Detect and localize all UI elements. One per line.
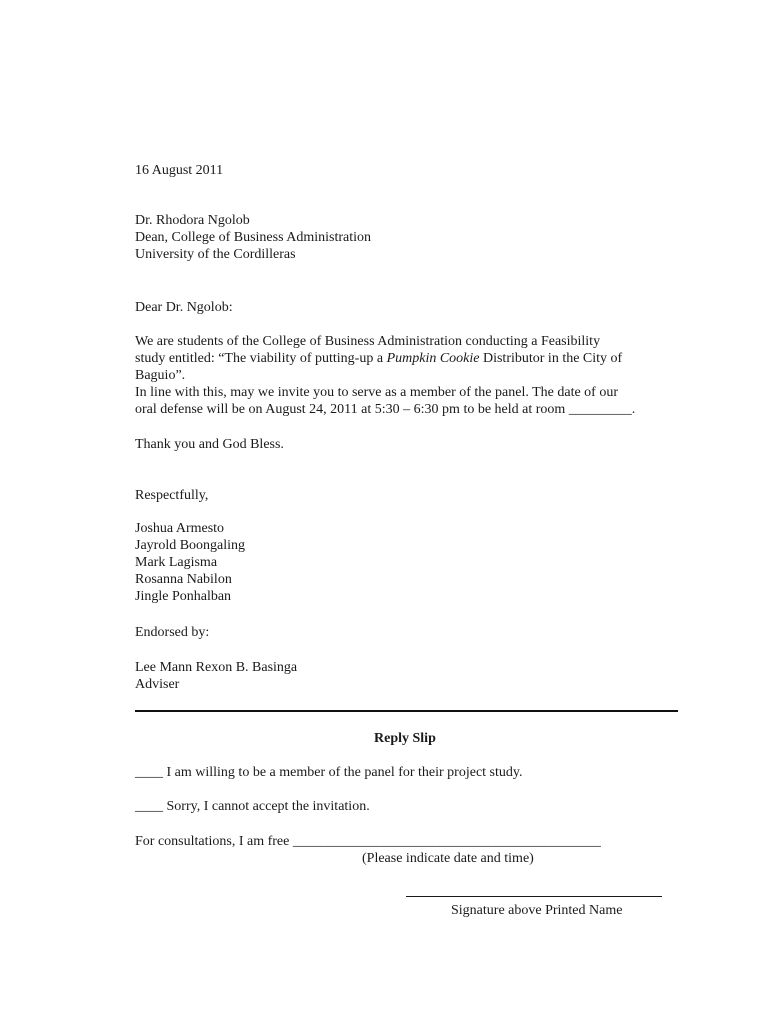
recipient-block: [135, 212, 371, 263]
endorsed-label: Endorsed by:: [135, 625, 210, 640]
signatory: Jayrold Boongaling: [135, 538, 246, 553]
closing: Respectfully,: [135, 488, 209, 503]
body-line-4: In line with this, may we invite you to serve as a member of the panel. The date of our: [135, 385, 618, 400]
signature-line: [406, 896, 662, 897]
signatories-list: [135, 520, 245, 605]
signatory: Mark Lagisma: [135, 555, 218, 570]
body-line-5: oral defense will be on August 24, 2011 at 5:30 – 6:30 pm to be held at room _________.: [135, 402, 636, 417]
signatory: Rosanna Nabilon: [135, 572, 232, 587]
signatory: Joshua Armesto: [135, 521, 225, 536]
thanks-line: Thank you and God Bless.: [135, 437, 284, 452]
adviser-name: Lee Mann Rexon B. Basinga: [135, 660, 298, 675]
study-product: Pumpkin Cookie: [386, 351, 480, 366]
recipient-position: Dean, College of Business Administration: [135, 230, 372, 245]
letter-date: 16 August 2011: [135, 163, 224, 178]
reply-option-decline: ____ Sorry, I cannot accept the invitation.: [135, 799, 370, 814]
consultation-line: For consultations, I am free ____________________________________________: [135, 834, 601, 849]
adviser-block: [135, 659, 297, 693]
body-line-3: Baguio”.: [135, 368, 186, 383]
letter-body: [135, 333, 635, 418]
body-line-2: study entitled: “The viability of putting-up a Pumpkin Cookie Distributor in the City of: [135, 351, 623, 366]
reply-option-accept: ____ I am willing to be a member of the panel for their project study.: [135, 765, 523, 780]
section-divider: [135, 710, 678, 712]
body-line-1: We are students of the College of Business Administration conducting a Feasibility: [135, 334, 601, 349]
consultation-hint: (Please indicate date and time): [362, 851, 534, 866]
recipient-institution: University of the Cordilleras: [135, 247, 296, 262]
signatory: Jingle Ponhalban: [135, 589, 232, 604]
recipient-name: Dr. Rhodora Ngolob: [135, 213, 250, 228]
adviser-role: Adviser: [135, 677, 180, 692]
salutation: Dear Dr. Ngolob:: [135, 300, 233, 315]
reply-slip-title: Reply Slip: [374, 731, 436, 746]
signature-label: Signature above Printed Name: [451, 903, 623, 918]
